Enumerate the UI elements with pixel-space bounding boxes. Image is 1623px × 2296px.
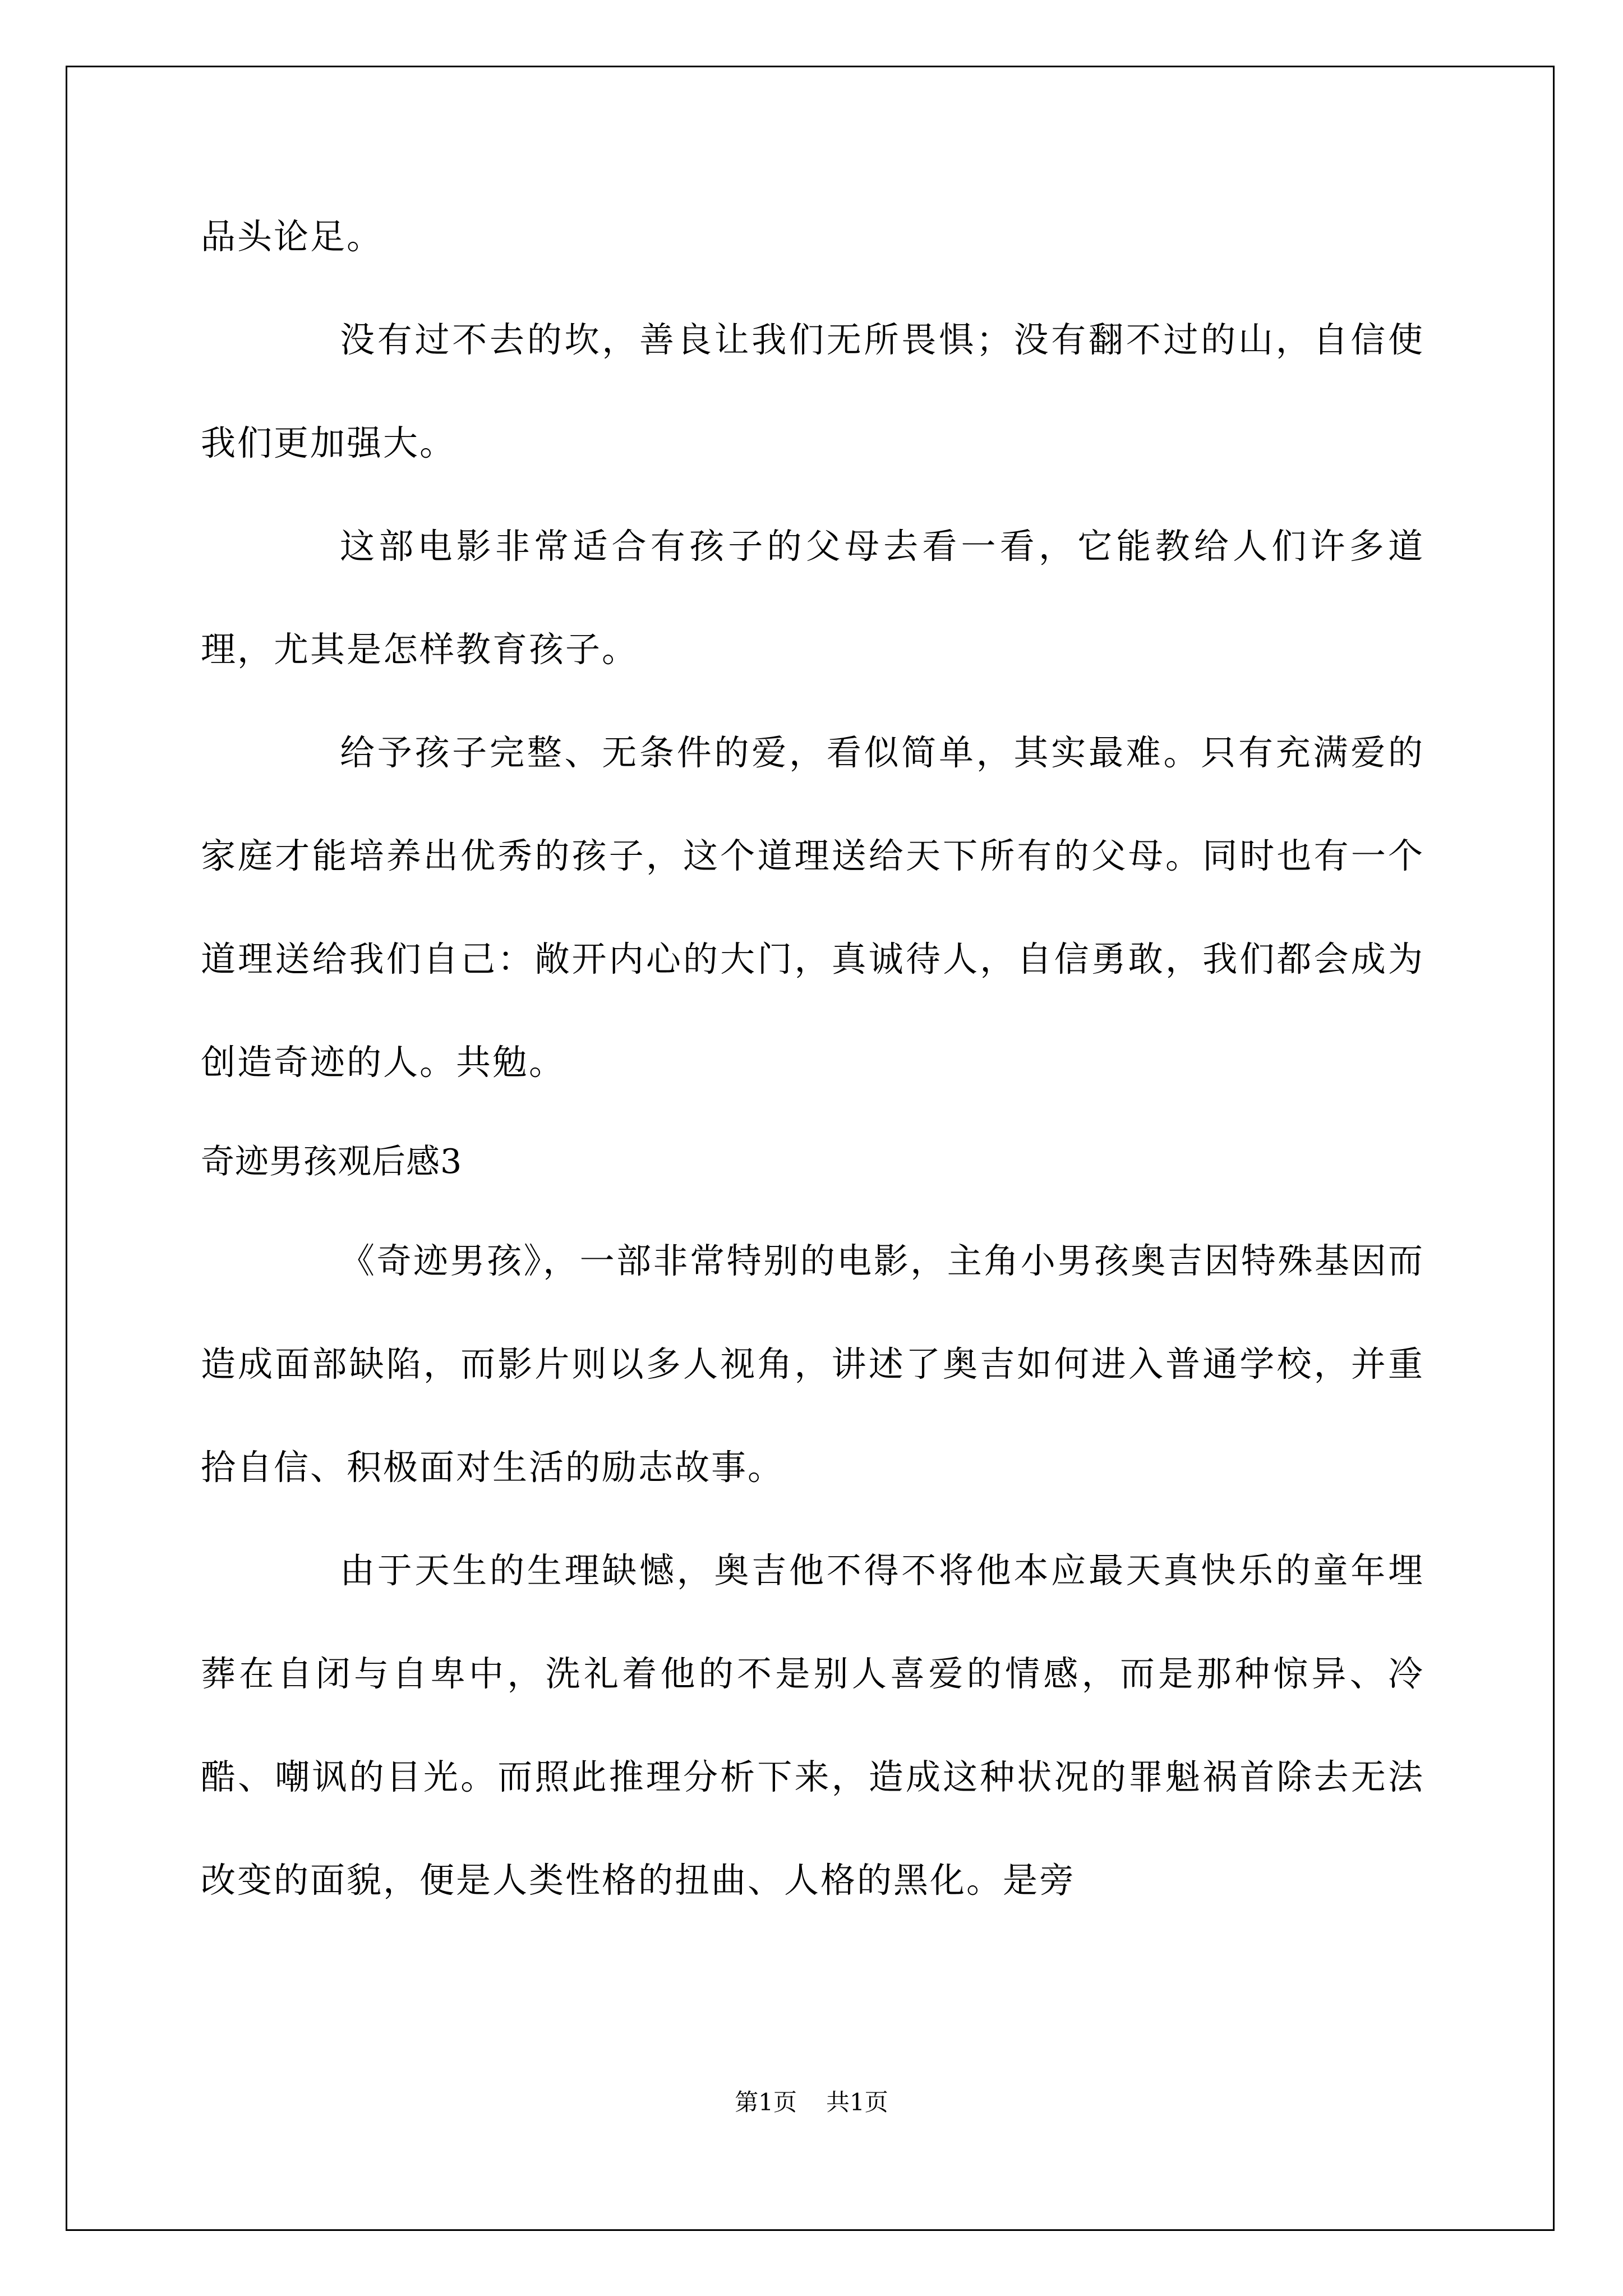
section-heading: 奇迹男孩观后感3 bbox=[201, 1142, 463, 1181]
paragraph: 由于天生的生理缺憾，奥吉他不得不将他本应最天真快乐的童年埋葬在自闭与自卑中，洗礼着他的不是别人喜爱的情感，而是那种惊异、冷酷、嘲讽的目光。而照此推理分析下来，造成这种状况的罪魁祸首除去无法改变的面貌，便是人类性格的扭曲、人格的黑化。是旁 bbox=[201, 1550, 1424, 1901]
page-number-total: 共1页 bbox=[826, 2088, 888, 2116]
paragraph: 品头论足。 bbox=[201, 216, 384, 257]
paragraph: 给予孩子完整、无条件的爱，看似简单，其实最难。只有充满爱的家庭才能培养出优秀的孩子，这个道理送给天下所有的父母。同时也有一个道理送给我们自己：敞开内心的大门，真诚待人，自信勇敢，我们都会成为创造奇迹的人。共勉。 bbox=[201, 732, 1424, 1083]
paragraph: 《奇迹男孩》，一部非常特别的电影，主角小男孩奥吉因特殊基因而造成面部缺陷，而影片则以多人视角，讲述了奥吉如何进入普通学校，并重拾自信、积极面对生活的励志故事。 bbox=[201, 1240, 1424, 1488]
paragraph: 没有过不去的坎，善良让我们无所畏惧；没有翻不过的山，自信使我们更加强大。 bbox=[201, 319, 1424, 463]
document-body bbox=[201, 185, 1424, 1932]
paragraph: 这部电影非常适合有孩子的父母去看一看，它能教给人们许多道理，尤其是怎样教育孩子。 bbox=[201, 526, 1424, 670]
page-number-current: 第1页 bbox=[735, 2088, 797, 2116]
page-footer bbox=[0, 2086, 1623, 2119]
